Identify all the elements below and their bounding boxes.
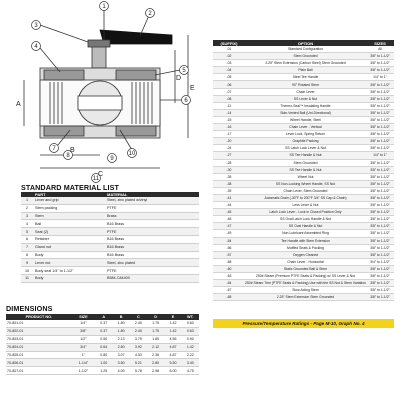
option-row	[213, 280, 394, 287]
material-part-name: Stem packing	[33, 204, 105, 212]
dimensions-col-header: WT.	[182, 314, 199, 320]
dimensions-cell: 4.56	[164, 335, 181, 343]
option-sizes: 3/4" to 1-1/2"	[366, 258, 394, 265]
option-row	[213, 67, 394, 74]
material-row	[21, 212, 199, 220]
material-part-number: 9	[21, 259, 33, 267]
pressure-temperature-banner: Pressure/Temperature Ratings - Page M-10, Graph No. 4	[213, 319, 394, 328]
dimensions-cell: 4.00	[112, 367, 129, 375]
material-part-number: 10	[21, 267, 33, 275]
dimensions-cell: 1/2"	[72, 335, 95, 343]
option-suffix: -28	[213, 159, 245, 166]
option-description: SS Tee Handle & Nut	[245, 166, 366, 173]
option-row	[213, 116, 394, 123]
option-sizes: 3/8" to 1-1/2"	[366, 265, 394, 272]
option-sizes: 3/8" to 1-1/2"	[366, 109, 394, 116]
option-row	[213, 216, 394, 223]
callout-4: 4	[34, 44, 38, 50]
option-suffix: -04	[213, 67, 245, 74]
dimensions-cell: 2.12	[147, 343, 164, 351]
option-description: Tee Handle with Stem Extension	[245, 237, 366, 244]
dimensions-cell: 6.00	[164, 367, 181, 375]
option-suffix: -58	[213, 258, 245, 265]
dimensions-cell: 2.13	[112, 335, 129, 343]
option-sizes: 3/8" to 1-1/2"	[366, 88, 394, 95]
material-part-material: PTFE	[105, 267, 199, 275]
option-description: Non-Lubricant Assembled Ring	[245, 230, 366, 237]
material-table	[21, 192, 199, 283]
option-suffix: -45	[213, 209, 245, 216]
callout-9: 9	[110, 156, 114, 162]
option-suffix: -38	[213, 180, 245, 187]
option-sizes: 3/8" to 1-1/2"	[366, 287, 394, 294]
dimensions-cell: 0.64	[95, 343, 112, 351]
option-row	[213, 109, 394, 116]
dimensions-cell: 2.80	[147, 359, 164, 367]
option-sizes: 3/8" to 1-1/2"	[366, 95, 394, 102]
option-suffix: -56	[213, 244, 245, 251]
option-description: Lever Lock, Spring Return	[245, 131, 366, 138]
dimensions-row	[6, 335, 199, 343]
dimensions-table	[6, 314, 199, 375]
option-description: 90° Rotated Stem	[245, 81, 366, 88]
option-row	[213, 152, 394, 159]
option-suffix: -49	[213, 230, 245, 237]
option-suffix: -03	[213, 60, 245, 67]
option-description: SS Lever & Nut	[245, 95, 366, 102]
option-row	[213, 223, 394, 230]
option-suffix: -14	[213, 109, 245, 116]
callout-8: 8	[66, 153, 70, 159]
dimensions-cell: 4.53	[130, 351, 147, 359]
option-description: Less Lever & Nut	[245, 202, 366, 209]
option-description: Chain Lever - Horizontal	[245, 258, 366, 265]
option-suffix: -39	[213, 187, 245, 194]
option-description: SS Tee Handle & Nut	[245, 152, 366, 159]
option-description: Muffled Seats & Packing	[245, 244, 366, 251]
options-table	[213, 40, 394, 301]
option-row	[213, 237, 394, 244]
material-part-number: 5	[21, 228, 33, 236]
option-suffix: -11	[213, 102, 245, 109]
callout-5: 5	[182, 68, 186, 74]
options-col-header: SIZES	[366, 40, 394, 46]
material-part-number: 1	[21, 197, 33, 204]
material-part-material: B16 Brass	[105, 235, 199, 243]
dimensions-cell: 0.37	[95, 320, 112, 327]
option-row	[213, 159, 394, 166]
dimensions-cell: 1.42	[182, 343, 199, 351]
option-sizes: 3/8" to 1-1/2"	[366, 251, 394, 258]
material-part-number: 7	[21, 243, 33, 251]
option-suffix: -68	[213, 294, 245, 301]
option-row	[213, 258, 394, 265]
dimensions-row	[6, 367, 199, 375]
option-row	[213, 194, 394, 201]
option-description: Chain Lever, Stem Grounded	[245, 187, 366, 194]
option-sizes: 3/8" to 1-1/2"	[366, 67, 394, 74]
material-part-number: 3	[21, 212, 33, 220]
option-suffix: -06	[213, 81, 245, 88]
material-part-name: Retainer	[33, 235, 105, 243]
option-description: Chain Lever - Vertical	[245, 124, 366, 131]
option-description: Latch Lock Lever - Lock in Closed Position Only	[245, 209, 366, 216]
dimensions-cell: 0.63	[182, 327, 199, 335]
dimensions-cell: 1.80	[112, 327, 129, 335]
option-row	[213, 81, 394, 88]
callout-1: 1	[102, 4, 106, 10]
dimensions-cell: 5.21	[130, 359, 147, 367]
material-row	[21, 267, 199, 275]
material-row	[21, 228, 199, 236]
option-sizes: 1/4" to 1"	[366, 152, 394, 159]
option-sizes: 3/8" to 1-1/2"	[366, 180, 394, 187]
callout-3: 3	[34, 23, 38, 29]
dimensions-cell: 70-803-01	[6, 335, 72, 343]
dimensions-cell: 2.40	[130, 327, 147, 335]
dimensions-cell: 0.63	[182, 320, 199, 327]
dimensions-cell: 70-801-01	[6, 320, 72, 327]
option-row	[213, 88, 394, 95]
option-description: Steel Tee Handle	[245, 74, 366, 81]
valve-cross-section-diagram	[0, 0, 200, 185]
option-suffix: -44	[213, 202, 245, 209]
option-sizes: 3/8" to 1-1/2"	[366, 187, 394, 194]
dimensions-cell: 4.87	[164, 351, 181, 359]
dimensions-col-header: E	[164, 314, 181, 320]
material-part-material: PTFE	[105, 204, 199, 212]
option-sizes: 3/8" to 1-1/2"	[366, 81, 394, 88]
option-row	[213, 46, 394, 53]
dimensions-cell: 1.42	[164, 327, 181, 335]
dimensions-cell: 5.78	[130, 367, 147, 375]
material-row	[21, 243, 199, 251]
option-row	[213, 95, 394, 102]
material-part-number: 4	[21, 220, 33, 228]
option-row	[213, 180, 394, 187]
option-sizes: 3/8" to 1-1/2"	[366, 209, 394, 216]
option-row	[213, 74, 394, 81]
option-sizes: 3/8" to 1-1/2"	[366, 138, 394, 145]
option-description: Stem Grounded	[245, 53, 366, 60]
dimensions-cell: 3.40	[182, 359, 199, 367]
dimensions-cell: 0.37	[95, 327, 112, 335]
dimensions-col-header: C	[130, 314, 147, 320]
option-suffix: -16	[213, 124, 245, 131]
dim-letter-a: A	[16, 101, 21, 108]
dimensions-cell: 2.60	[112, 343, 129, 351]
option-sizes: 3/8" to 1-1/2"	[366, 223, 394, 230]
option-sizes: 3/8" to 1-1/2"	[366, 280, 394, 287]
dimensions-cell: 3/4"	[72, 343, 95, 351]
dimensions-cell: 1.80	[147, 335, 164, 343]
dim-letter-c: C	[98, 171, 104, 178]
option-description: 250# Steam (Premium PTFE Seats & Packing) w/ SS Lever & Nut	[245, 273, 366, 280]
option-row	[213, 60, 394, 67]
option-description: SS Latch Lock Lever & Nut	[245, 145, 366, 152]
option-row	[213, 187, 394, 194]
option-description: Side-Vented Ball (Uni-Directional)	[245, 109, 366, 116]
options-col-header: OPTION	[245, 40, 366, 46]
material-part-material: B16 Brass	[105, 243, 199, 251]
dimensions-col-header: D	[147, 314, 164, 320]
option-sizes: 3/8" to 1-1/2"	[366, 237, 394, 244]
option-row	[213, 202, 394, 209]
option-row	[213, 138, 394, 145]
option-description: SS Oval Handle & Nut	[245, 223, 366, 230]
option-row	[213, 273, 394, 280]
dimensions-cell: 70-802-01	[6, 327, 72, 335]
dimensions-row	[6, 343, 199, 351]
material-part-material: Brass	[105, 212, 199, 220]
dimensions-cell: 3.07	[112, 351, 129, 359]
material-row	[21, 235, 199, 243]
dimensions-cell: 1/4"	[72, 320, 95, 327]
option-row	[213, 53, 394, 60]
material-part-name: Ball	[33, 220, 105, 228]
option-sizes: 3/8" to 1-1/2"	[366, 273, 394, 280]
dimensions-title: DIMENSIONS	[6, 304, 53, 313]
material-part-number: 6	[21, 235, 33, 243]
option-suffix: -67	[213, 287, 245, 294]
option-row	[213, 265, 394, 272]
dimensions-cell: 1"	[72, 351, 95, 359]
dimensions-row	[6, 320, 199, 327]
option-sizes: 3/8" to 1-1/2"	[366, 202, 394, 209]
option-description: Slow Acting Stem	[245, 287, 366, 294]
dimensions-cell: 1.00	[95, 359, 112, 367]
dimensions-cell: 3/8"	[72, 327, 95, 335]
dimensions-cell: 0.90	[182, 335, 199, 343]
dim-letter-d: D	[176, 75, 182, 82]
option-description: 2.25" Stem Extension (Carbon Steel) Stem Grounded	[245, 60, 366, 67]
material-row	[21, 259, 199, 267]
option-row	[213, 166, 394, 173]
material-part-name: Body seal 1/4" to 1-1/2"	[33, 267, 105, 275]
material-part-material: Steel, zinc plated w/vinyl	[105, 197, 199, 204]
option-sizes: 3/8" to 1-1/2"	[366, 60, 394, 67]
material-part-number: 11	[21, 274, 33, 282]
dimensions-cell: 1.80	[112, 320, 129, 327]
callout-6: 6	[184, 98, 188, 104]
material-row	[21, 274, 199, 282]
dimensions-col-header: PRODUCT NO.	[6, 314, 72, 320]
option-row	[213, 244, 394, 251]
dimensions-cell: 1.42	[164, 320, 181, 327]
dimensions-col-header: A	[95, 314, 112, 320]
option-sizes: 3/8" to 1-1/2"	[366, 173, 394, 180]
option-suffix: -35	[213, 173, 245, 180]
material-part-name: Body	[33, 274, 105, 282]
material-part-material: Steel, zinc plated	[105, 259, 199, 267]
dimensions-col-header: B	[112, 314, 129, 320]
option-sizes: 3/8" to 1-1/2"	[366, 124, 394, 131]
option-description: 250# Steam Trim (PTFE Seats & Packing) Use with the SS Nut & Stem Variation	[245, 281, 366, 286]
option-sizes: 3/8" to 1-1/2"	[366, 116, 394, 123]
option-description: Plain Ball	[245, 67, 366, 74]
dimensions-row	[6, 359, 199, 367]
option-sizes: 3/8" to 1-1/2"	[366, 230, 394, 237]
option-row	[213, 145, 394, 152]
option-description: Wheel Nut	[245, 173, 366, 180]
dimensions-cell: 1.25	[95, 367, 112, 375]
option-suffix: -05	[213, 74, 245, 81]
option-suffix: -02	[213, 53, 245, 60]
option-suffix: -24	[213, 145, 245, 152]
option-suffix: -27	[213, 152, 245, 159]
material-row	[21, 204, 199, 212]
option-row	[213, 294, 394, 301]
dimensions-cell: 70-807-01	[6, 367, 72, 375]
dimensions-row	[6, 327, 199, 335]
dimensions-cell: 70-805-01	[6, 351, 72, 359]
option-sizes: 3/8" to 1-1/2"	[366, 145, 394, 152]
option-sizes: 3/8" to 1-1/2"	[366, 53, 394, 60]
dimensions-cell: 2.40	[130, 320, 147, 327]
material-part-material: B16 Brass	[105, 251, 199, 259]
option-suffix: -08	[213, 95, 245, 102]
dimensions-cell: 2.22	[182, 351, 199, 359]
option-description: Wheel Handle, Steel	[245, 116, 366, 123]
option-suffix: -20	[213, 138, 245, 145]
option-description: Automatic Drain (-30°F to 200°F 3/4" SS Cap & Chain)	[245, 194, 366, 201]
option-suffix: -54	[213, 237, 245, 244]
material-col-part: PART	[33, 192, 105, 197]
option-row	[213, 173, 394, 180]
dimensions-cell: 1.75	[147, 320, 164, 327]
dimensions-cell: 70-806-01	[6, 359, 72, 367]
dimensions-cell: 3.92	[130, 343, 147, 351]
material-list-title: STANDARD MATERIAL LIST	[21, 183, 120, 192]
dimensions-cell: 70-804-01	[6, 343, 72, 351]
option-suffix: -17	[213, 131, 245, 138]
material-row	[21, 197, 199, 204]
option-sizes: 3/8" to 1-1/2"	[366, 131, 394, 138]
option-suffix: -63	[213, 273, 245, 280]
material-part-material: B16 Brass	[105, 220, 199, 228]
dimensions-cell: 1.75	[147, 327, 164, 335]
option-row	[213, 131, 394, 138]
material-part-name: Body	[33, 251, 105, 259]
option-sizes: 1/4" to 1"	[366, 74, 394, 81]
material-part-name: Gland nut	[33, 243, 105, 251]
option-suffix: -15	[213, 116, 245, 123]
dimensions-cell: 0.80	[95, 351, 112, 359]
dimensions-cell: 2.36	[147, 351, 164, 359]
option-row	[213, 230, 394, 237]
option-description: Chain Lever	[245, 88, 366, 95]
material-part-number: 2	[21, 204, 33, 212]
dimensions-cell: 2.98	[147, 367, 164, 375]
dimensions-cell: 1-1/2"	[72, 367, 95, 375]
dimensions-cell: 0.50	[95, 335, 112, 343]
option-description: Thermo-Seal™ Insulating Handle	[245, 102, 366, 109]
material-part-number: 8	[21, 251, 33, 259]
option-description: Graphite Packing	[245, 138, 366, 145]
option-row	[213, 287, 394, 294]
dimensions-cell: 4.75	[182, 367, 199, 375]
option-sizes: 3/8" to 1-1/2"	[366, 159, 394, 166]
dimensions-cell: 4.87	[164, 343, 181, 351]
option-suffix: -01	[213, 46, 245, 53]
option-description: Oxygen Cleaned	[245, 251, 366, 258]
material-row	[21, 251, 199, 259]
option-description: 2.25" Stem Extension Stem Grounded	[245, 294, 366, 301]
option-description: SS Oval Latch Lock Handle & Nut	[245, 216, 366, 223]
option-row	[213, 124, 394, 131]
option-sizes: All	[366, 46, 394, 53]
option-description: Stem Grounded	[245, 159, 366, 166]
option-suffix: -46	[213, 216, 245, 223]
callout-10: 10	[128, 151, 136, 157]
option-suffix: -47	[213, 223, 245, 230]
option-suffix: -64	[213, 280, 245, 287]
dimensions-cell: 5.50	[164, 359, 181, 367]
option-suffix: -41	[213, 194, 245, 201]
option-suffix: -07	[213, 88, 245, 95]
options-col-header: (SUFFIX)	[213, 40, 245, 46]
option-sizes: 3/8" to 1-1/2"	[366, 102, 394, 109]
material-part-name: Stem	[33, 212, 105, 220]
material-part-material: B584-C84400	[105, 274, 199, 282]
material-part-name: Lever nut	[33, 259, 105, 267]
option-description: SS Non-Locking Wheel Handle, SS Nut	[245, 180, 366, 187]
option-suffix: -30	[213, 166, 245, 173]
callout-7: 7	[52, 146, 56, 152]
dimensions-cell: 1-1/4"	[72, 359, 95, 367]
dimensions-row	[6, 351, 199, 359]
material-part-name: Lever and grip	[33, 197, 105, 204]
option-suffix: -57	[213, 251, 245, 258]
dimensions-cell: 3.50	[112, 359, 129, 367]
material-col-material: MATERIAL	[105, 192, 199, 197]
option-sizes: 3/8" to 1-1/2"	[366, 216, 394, 223]
material-row	[21, 220, 199, 228]
callout-2: 2	[148, 11, 152, 17]
option-suffix: -60	[213, 265, 245, 272]
option-row	[213, 251, 394, 258]
dim-letter-e: E	[190, 85, 195, 92]
option-sizes: 3/8" to 1-1/2"	[366, 166, 394, 173]
option-description: Static Grounded Ball & Stem	[245, 265, 366, 272]
option-description: Standard Configuration	[245, 46, 366, 53]
material-part-material: PTFE	[105, 228, 199, 236]
dimensions-cell: 3.75	[130, 335, 147, 343]
callout-11: 11	[92, 176, 100, 182]
option-row	[213, 209, 394, 216]
option-sizes: 3/8" to 1-1/2"	[366, 294, 394, 301]
dimensions-col-header: SIZE	[72, 314, 95, 320]
dim-letter-b: B	[70, 147, 75, 154]
material-part-name: Seat (2)	[33, 228, 105, 236]
option-sizes: 3/8" to 1-1/2"	[366, 244, 394, 251]
option-row	[213, 102, 394, 109]
option-sizes: 3/8" to 1-1/2"	[366, 194, 394, 201]
